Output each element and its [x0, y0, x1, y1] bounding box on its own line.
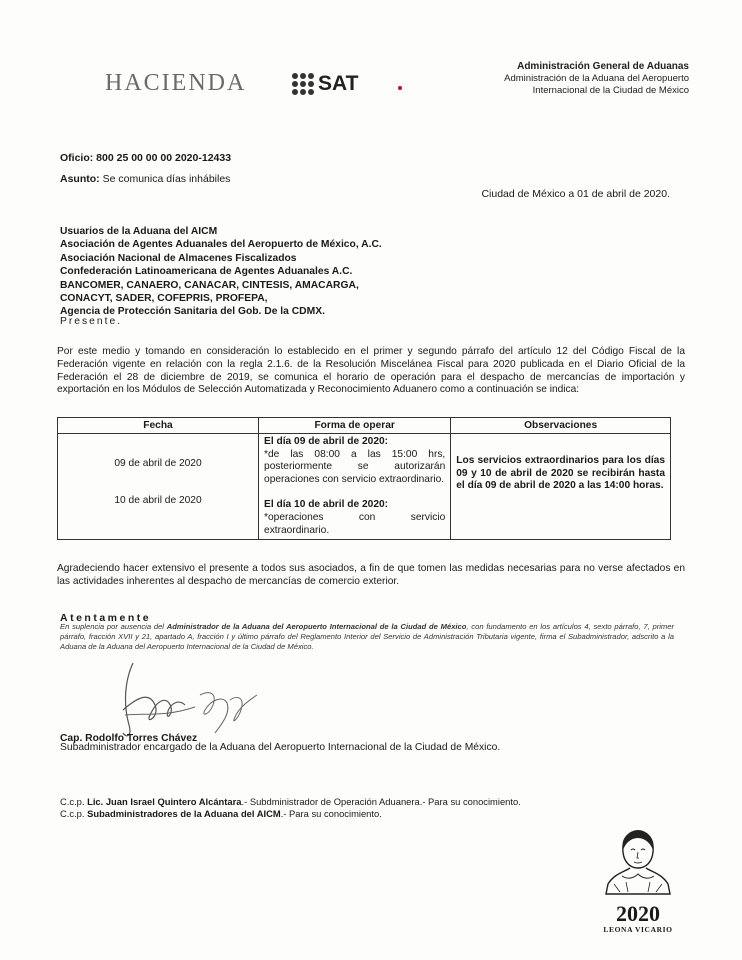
recipient-line: Usuarios de la Aduana del AICM — [60, 226, 218, 237]
sat-logo-text: SAT — [318, 72, 359, 95]
suplencia-note — [60, 622, 674, 652]
oficio-line — [60, 152, 231, 164]
recipient-line: Asociación de Agentes Aduanales del Aeropuerto de México, A.C. — [60, 239, 382, 251]
leona-year: 2020 — [616, 901, 660, 926]
issuer-block — [504, 61, 689, 97]
observaciones-cell: Los servicios extraordinarios para los días 09 y 10 de abril de 2020 se recibirán hasta el día 09 de abril de 2020 a las 14:00 horas. — [451, 434, 671, 540]
suplencia-pre: En suplencia por ausencia del — [60, 622, 167, 631]
issuer-line-1: Administración General de Aduanas — [517, 61, 689, 72]
suplencia-post: , con fundamento en los artículos 4, sexto párrafo, 7, primer párrafo, fracción XVII y 21, apartado A, fracción I y último párrafo del Reglamento Interior del Servicio de Administración Tributaria vigente, firma el Subadministrador, adscrito a la Aduana de la Aduana del Aeropuerto Internacional de la Ciudad de México. — [60, 622, 674, 651]
sat-red-dot-icon — [398, 86, 402, 90]
asunto-label: Asunto: — [60, 173, 100, 185]
presente: Presente. — [60, 316, 123, 327]
ccp-line — [60, 808, 382, 819]
table-row — [58, 434, 671, 540]
asunto-line — [60, 173, 230, 185]
fecha-cell — [58, 434, 259, 540]
oficio-label: Oficio: — [60, 152, 94, 164]
hacienda-logo: HACIENDA — [105, 70, 247, 96]
recipient-line: BANCOMER, CANAERO, CANACAR, CINTESIS, AMACARGA, — [60, 279, 359, 291]
signer-name: Cap. Rodolfo Torres Chávez — [60, 733, 198, 744]
ccp-recipient: Subadministradores de la Aduana del AICM — [87, 808, 281, 819]
ccp-rest: .- Subdministrador de Operación Aduanera.- Para su conocimiento. — [241, 796, 521, 807]
recipient-line: CONACYT, SADER, COFEPRIS, PROFEPA, — [60, 293, 268, 305]
ccp-rest: .- Para su conocimiento. — [280, 808, 382, 819]
signer-position: Subadministrador encargado de la Aduana del Aeropuerto Internacional de la Ciudad de México. — [60, 742, 501, 753]
table-header-fecha: Fecha — [58, 418, 259, 434]
sat-dots-icon — [292, 73, 314, 95]
fecha-09: 09 de abril de 2020 — [114, 458, 202, 469]
leona-vicario-emblem — [598, 828, 678, 934]
recipient-line: Confederación Latinoamericana de Agentes Aduanales A.C. — [60, 266, 353, 278]
recipients-block — [60, 225, 382, 319]
body-paragraph-1: Por este medio y tomando en consideración lo establecido en el primer y segundo párrafo del artículo 12 del Código Fiscal de la Federación vigente en relación con la regla 2.1.6. de la Resolución Miscelánea Fiscal para 2020 publicada en el Diario Oficial de la Federación el 28 de diciembre de 2019, se comunica el horario de operación para el despacho de mercancías de importación y exportación en los Módulos de Selección Automatizada y Reconocimiento Aduanero como a continuación se indica: — [57, 346, 685, 396]
ccp-recipient: Lic. Juan Israel Quintero Alcántara — [87, 796, 242, 807]
ccp-label: C.c.p. — [60, 808, 88, 819]
leona-name: LEONA VICARIO — [603, 925, 673, 934]
handwritten-signature — [105, 655, 275, 745]
table-header-row — [58, 418, 671, 434]
forma-text-09: *de las 08:00 a las 15:00 hrs, posteriormente se autorizarán operaciones con servicio extraordinario. — [264, 448, 446, 485]
body-paragraph-2: Agradeciendo hacer extensivo el presente a todos sus asociados, a fin de que tomen las medidas necesarias para no verse afectados en las actividades inherentes al despacho de mercancías de comercio exterior. — [57, 563, 685, 587]
suplencia-bold: Administrador de la Aduana del Aeropuerto Internacional de la Ciudad de México — [166, 622, 467, 631]
forma-cell — [259, 434, 451, 540]
asunto-text: Se comunica días inhábiles — [102, 173, 231, 185]
recipient-line: Asociación Nacional de Almacenes Fiscalizados — [60, 252, 297, 264]
ccp-line — [60, 796, 521, 807]
leona-vicario-portrait-icon — [600, 828, 676, 896]
date-place: Ciudad de México a 01 de abril de 2020. — [481, 188, 670, 200]
ccp-label: C.c.p. — [60, 796, 88, 807]
issuer-line-2: Administración de la Aduana del Aeropuerto — [504, 73, 689, 84]
forma-title-10: El día 10 de abril de 2020: — [264, 499, 389, 511]
recipient-line: Agencia de Protección Sanitaria del Gob. De la CDMX. — [60, 306, 325, 318]
forma-title-09: El día 09 de abril de 2020: — [264, 436, 389, 447]
sat-logo — [292, 72, 358, 96]
oficio-number: 800 25 00 00 00 2020-12433 — [96, 152, 232, 164]
fecha-10: 10 de abril de 2020 — [114, 494, 202, 506]
issuer-line-3: Internacional de la Ciudad de México — [532, 85, 689, 96]
closing-atentamente: Atentamente — [60, 612, 152, 624]
forma-text-10: *operaciones con servicio extraordinario. — [264, 511, 446, 536]
table-header-observaciones: Observaciones — [451, 418, 671, 434]
schedule-table — [57, 417, 671, 540]
table-header-forma: Forma de operar — [259, 418, 451, 434]
